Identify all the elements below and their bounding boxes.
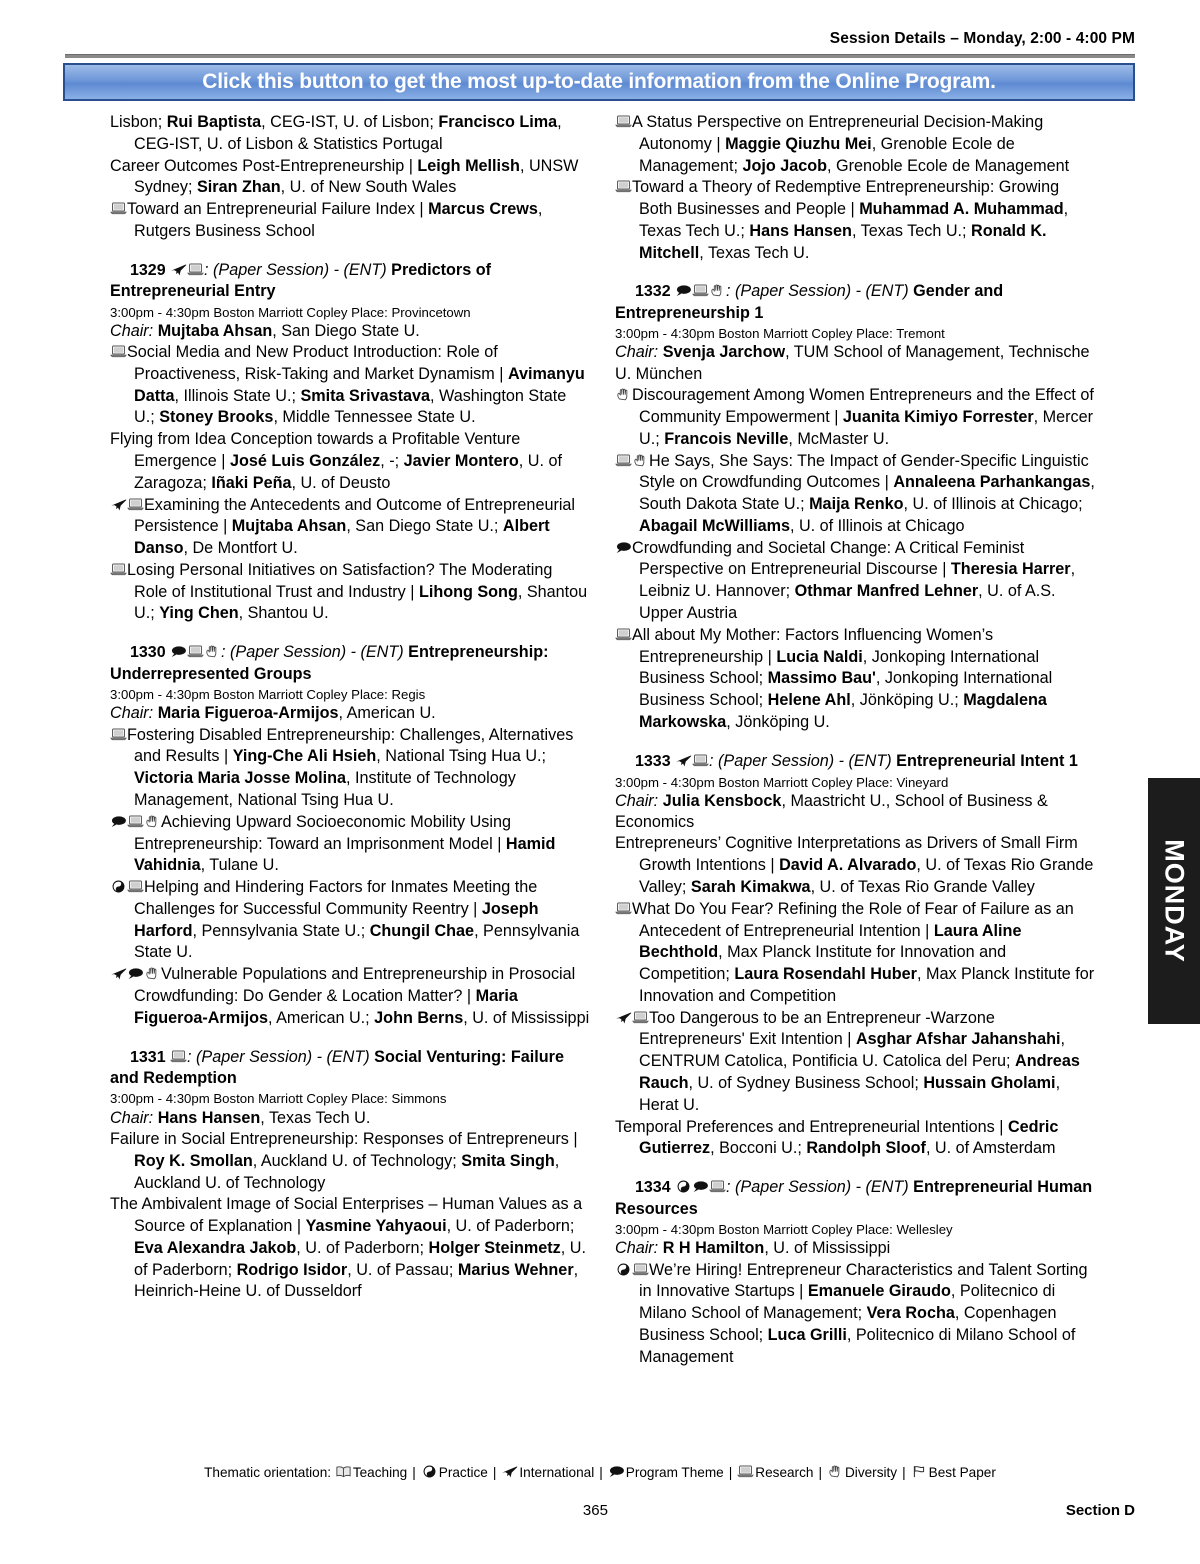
right-column — [615, 112, 1095, 1368]
laptop-icon — [615, 627, 632, 642]
session-papers — [615, 385, 1095, 734]
continued-paper-entry — [110, 156, 590, 200]
session-chair: Chair: R H Hamilton, U. of Mississippi — [615, 1239, 891, 1258]
paper-text: Toward an Entrepreneurial Failure Index | Marcus Crews, Rutgers Business School — [127, 200, 543, 240]
session-chair: Chair: Mujtaba Ahsan, San Diego State U. — [110, 321, 420, 340]
session-block — [110, 260, 590, 626]
session-block — [615, 751, 1095, 1160]
paper-text: Flying from Idea Conception towards a Profitable Venture Emergence | José Luis González, -; Javier Montero, U. of Zaragoza; Iñaki Peña, U. of Deusto — [110, 430, 562, 492]
yinyang-icon — [615, 1262, 632, 1277]
laptop-icon — [632, 1010, 649, 1025]
paper-text: Fostering Disabled Entrepreneurship: Challenges, Alternatives and Results | Ying-Che Ali Hsieh, National Tsing Hua U.; Victoria Maria Josse Molina, Institute of Technology Management, National Tsing Hua U. — [127, 725, 574, 809]
yinyang-icon — [110, 879, 127, 894]
session-type: : (Paper Session) - (ENT) — [726, 282, 914, 301]
laptop-icon — [615, 179, 632, 194]
session-heading — [615, 1177, 1095, 1220]
online-program-button-label: Click this button to get the most up-to-date information from the Online Program. — [202, 70, 996, 93]
paper-text: Lisbon; Rui Baptista, CEG-IST, U. of Lisbon; Francisco Lima, CEG-IST, U. of Lisbon & Statistics Portugal — [110, 113, 562, 153]
paper-entry — [110, 964, 590, 1029]
paper-text: Temporal Preferences and Entrepreneurial Intentions | Cedric Gutierrez, Bocconi U.; Randolph Sloof, U. of Amsterdam — [615, 1117, 1059, 1158]
hand-icon — [632, 453, 649, 468]
paper-entry — [110, 342, 590, 429]
session-papers — [110, 1129, 590, 1303]
paper-entry — [110, 1194, 590, 1303]
paper-text: Helping and Hindering Factors for Inmates Meeting the Challenges for Successful Community Reentry | Joseph Harford, Pennsylvania State U.; Chungil Chae, Pennsylvania State U. — [134, 878, 580, 962]
session-block — [615, 1177, 1095, 1368]
session-papers — [615, 1260, 1095, 1369]
paper-text: A Status Perspective on Entrepreneurial Decision-Making Autonomy | Maggie Qiuzhu Mei, Grenoble Ecole de Management; Jojo Jacob, Grenoble Ecole de Management — [632, 113, 1070, 175]
hand-icon — [827, 1464, 844, 1479]
yinyang-icon — [421, 1464, 438, 1479]
paper-text: All about My Mother: Factors Influencing Women’s Entrepreneurship | Lucia Naldi, Jonkoping International Business School; Massimo Bau', Jonkoping International Business School; Helene Ahl, Jönköping U.; Magdalena Markowska, Jönköping U. — [632, 625, 1053, 731]
page-footer — [65, 1502, 1135, 1519]
airplane-icon — [110, 497, 127, 512]
legend-prefix: Thematic orientation: — [204, 1465, 335, 1480]
laptop-icon — [110, 727, 127, 742]
session-time-location: 3:00pm - 4:30pm Boston Marriott Copley Place: Vineyard — [615, 774, 949, 790]
online-program-button[interactable] — [63, 63, 1135, 101]
session-heading — [110, 260, 590, 303]
paper-text: Failure in Social Entrepreneurship: Responses of Entrepreneurs | Roy K. Smollan, Auckland U. of Technology; Smita Singh, Auckland U. of Technology — [110, 1129, 578, 1192]
session-number: 1333 — [635, 752, 676, 770]
airplane-icon — [615, 1010, 632, 1025]
session-number: 1330 — [130, 644, 171, 662]
session-papers — [110, 725, 590, 1030]
paper-text: Examining the Antecedents and Outcome of Entrepreneurial Persistence | Mujtaba Ahsan, San Diego State U.; Albert Danso, De Montfort U. — [134, 495, 576, 558]
session-papers — [615, 833, 1095, 1160]
speech-bubble-icon — [692, 1179, 709, 1194]
continued-paper-entry — [110, 112, 590, 156]
session-chair: Chair: Maria Figueroa-Armijos, American U. — [110, 704, 436, 723]
legend-separator: | — [818, 1465, 822, 1480]
airplane-icon — [170, 262, 187, 277]
laptop-icon — [615, 114, 632, 129]
laptop-icon — [127, 814, 144, 829]
paper-text: Vulnerable Populations and Entrepreneurship in Prosocial Crowdfunding: Do Gender & Location Matter? | Maria Figueroa-Armijos, American U.; John Berns, U. of Mississippi — [134, 965, 590, 1027]
legend-item-label: Teaching — [352, 1465, 408, 1480]
paper-entry — [615, 385, 1095, 450]
session-title: Social Venturing: Failure and Redemption — [110, 1047, 564, 1088]
paper-entry — [110, 1129, 590, 1194]
airplane-icon — [675, 753, 692, 768]
session-number: 1334 — [635, 1179, 676, 1197]
paper-entry — [110, 812, 590, 877]
paper-text: Career Outcomes Post-Entrepreneurship | Leigh Mellish, UNSW Sydney; Siran Zhan, U. of New South Wales — [110, 156, 579, 197]
hand-icon — [144, 966, 161, 981]
legend-item-label: Research — [755, 1465, 814, 1480]
laptop-icon — [737, 1464, 754, 1479]
paper-entry — [110, 429, 590, 494]
laptop-icon — [127, 497, 144, 512]
paper-entry — [110, 725, 590, 812]
legend-item-label: Practice — [438, 1465, 488, 1480]
paper-text: Too Dangerous to be an Entrepreneur -Warzone Entrepreneurs' Exit Intention | Asghar Afshar Jahanshahi, CENTRUM Catolica, Pontificia U. Catolica del Peru; Andreas Rauch, U. of Sydney Business School; Hussain Gholami, Herat U. — [639, 1008, 1080, 1114]
paper-entry — [110, 495, 590, 560]
laptop-icon — [110, 344, 127, 359]
session-heading — [110, 642, 590, 685]
session-title: Gender and Entrepreneurship 1 — [615, 282, 1004, 323]
paper-text: Discouragement Among Women Entrepreneurs and the Effect of Community Empowerment | Juanita Kimiyo Forrester, Mercer U.; Francois Neville, McMaster U. — [632, 386, 1094, 448]
thematic-legend — [0, 1464, 1200, 1480]
paper-entry — [615, 538, 1095, 625]
session-title: Entrepreneurial Human Resources — [615, 1178, 1093, 1218]
paper-text: Crowdfunding and Societal Change: A Critical Feminist Perspective on Entrepreneurial Discourse | Theresia Harrer, Leibniz U. Hannover; Othmar Manfred Lehner, U. of A.S. Upper Austria — [632, 538, 1076, 623]
paper-entry — [615, 833, 1095, 898]
paper-text: Achieving Upward Socioeconomic Mobility Using Entrepreneurship: Toward an Imprisonment Model | Hamid Vahidnia, Tulane U. — [134, 812, 556, 875]
laptop-icon — [170, 1049, 187, 1064]
session-chair: Chair: Julia Kensbock, Maastricht U., School of Business & Economics — [615, 791, 1048, 832]
paper-entry — [110, 560, 590, 625]
paper-text: Toward a Theory of Redemptive Entrepreneurship: Growing Both Businesses and People | Muhammad A. Muhammad, Texas Tech U.; Hans Hansen, Texas Tech U.; Ronald K. Mitchell, Texas Tech U. — [632, 178, 1069, 262]
hand-icon — [709, 283, 726, 298]
session-title: Entrepreneurial Intent 1 — [896, 751, 1078, 770]
paper-text: Entrepreneurs’ Cognitive Interpretations as Drivers of Small Firm Growth Intentions | David A. Alvarado, U. of Texas Rio Grande Valley; Sarah Kimakwa, U. of Texas Rio Grande Valley — [615, 834, 1094, 896]
legend-separator: | — [599, 1465, 603, 1480]
laptop-icon — [615, 901, 632, 916]
session-number: 1331 — [130, 1048, 171, 1066]
laptop-icon — [692, 753, 709, 768]
content-columns — [110, 112, 1095, 1368]
paper-text: He Says, She Says: The Impact of Gender-Specific Linguistic Style on Crowdfunding Outcomes | Annaleena Parhankangas, South Dakota State U.; Maija Renko, U. of Illinois at Chicago; Abagail McWilliams, U. of Illinois at Chicago — [639, 451, 1095, 535]
session-number: 1329 — [130, 261, 171, 279]
session-block — [615, 281, 1095, 733]
day-tab-label: MONDAY — [1159, 839, 1190, 963]
speech-bubble-icon — [127, 966, 144, 981]
legend-item-label: International — [519, 1465, 595, 1480]
laptop-icon — [692, 283, 709, 298]
left-column — [110, 112, 590, 1368]
laptop-icon — [110, 201, 127, 216]
paper-text: Social Media and New Product Introduction: Role of Proactiveness, Risk-Taking and Market Dynamism | Avimanyu Datta, Illinois State U.; Smita Srivastava, Washington State U.; Stoney Brooks, Middle Tennessee State U. — [127, 343, 585, 427]
speech-bubble-icon — [675, 283, 692, 298]
session-block — [110, 642, 590, 1029]
session-heading — [615, 281, 1095, 324]
hand-icon — [204, 644, 221, 659]
session-time-location: 3:00pm - 4:30pm Boston Marriott Copley Place: Tremont — [615, 326, 945, 342]
legend-item-label: Best Paper — [928, 1465, 996, 1480]
paper-entry — [615, 1260, 1095, 1369]
flag-icon — [911, 1464, 928, 1479]
session-heading — [615, 751, 1095, 773]
continued-paper-entry — [110, 199, 590, 243]
paper-entry — [615, 1117, 1095, 1161]
book-icon — [335, 1464, 352, 1479]
header-rule — [65, 54, 1135, 58]
paper-entry — [615, 625, 1095, 734]
laptop-icon — [632, 1262, 649, 1277]
legend-item-label: Diversity — [844, 1465, 898, 1480]
paper-text: What Do You Fear? Refining the Role of Fear of Failure as an Antecedent of Entrepreneurial Intention | Laura Aline Bechthold, Max Planck Institute for Innovation and Competition; Laura Rosendahl Huber, Max Planck Institute for Innovation and Competition — [632, 899, 1095, 1005]
session-block — [110, 1047, 590, 1304]
legend-separator: | — [902, 1465, 906, 1480]
laptop-icon — [187, 644, 204, 659]
session-heading — [110, 1047, 590, 1090]
laptop-icon — [127, 879, 144, 894]
paper-text: We’re Hiring! Entrepreneur Characteristics and Talent Sorting in Innovative Startups | Emanuele Giraudo, Politecnico di Milano School of Management; Vera Rocha, Copenhagen Business School; Luca Grilli, Politecnico di Milano School of Management — [639, 1260, 1088, 1366]
airplane-icon — [110, 966, 127, 981]
session-type: : (Paper Session) - (ENT) — [187, 1047, 375, 1066]
laptop-icon — [187, 262, 204, 277]
continued-paper-entry — [615, 112, 1095, 177]
paper-text: Losing Personal Initiatives on Satisfaction? The Moderating Role of Institutional Trust and Industry | Lihong Song, Shantou U.; Ying Chen, Shantou U. — [127, 560, 588, 623]
session-number: 1332 — [635, 283, 676, 301]
legend-separator: | — [412, 1465, 416, 1480]
session-time-location: 3:00pm - 4:30pm Boston Marriott Copley Place: Simmons — [110, 1091, 447, 1107]
session-type: : (Paper Session) - (ENT) — [726, 1178, 914, 1197]
paper-entry — [615, 899, 1095, 1008]
session-papers — [110, 342, 590, 625]
section-label: Section D — [1065, 1502, 1135, 1519]
speech-bubble-icon — [615, 540, 632, 555]
session-title: Entrepreneurship: Underrepresented Groups — [110, 643, 549, 684]
hand-icon — [144, 814, 161, 829]
header-title: Session Details – Monday, 2:00 - 4:00 PM — [829, 30, 1135, 47]
page-header — [65, 30, 1135, 48]
legend-item-label: Program Theme — [625, 1465, 724, 1480]
paper-entry — [615, 451, 1095, 538]
session-time-location: 3:00pm - 4:30pm Boston Marriott Copley Place: Provincetown — [110, 304, 471, 320]
paper-entry — [615, 1008, 1095, 1117]
session-chair: Chair: Svenja Jarchow, TUM School of Management, Technische U. München — [615, 343, 1090, 383]
laptop-icon — [615, 453, 632, 468]
session-type: : (Paper Session) - (ENT) — [221, 643, 409, 662]
legend-separator: | — [492, 1465, 497, 1480]
speech-bubble-icon — [608, 1464, 625, 1479]
paper-entry — [110, 877, 590, 964]
session-title: Predictors of Entrepreneurial Entry — [110, 260, 492, 301]
continued-paper-entry — [615, 177, 1095, 264]
airplane-icon — [501, 1464, 518, 1479]
session-chair: Chair: Hans Hansen, Texas Tech U. — [110, 1108, 371, 1127]
session-time-location: 3:00pm - 4:30pm Boston Marriott Copley Place: Wellesley — [615, 1222, 953, 1238]
session-type: : (Paper Session) - (ENT) — [204, 260, 392, 279]
page-number: 365 — [582, 1502, 608, 1519]
paper-text: The Ambivalent Image of Social Enterprises – Human Values as a Source of Explanation | Yasmine Yahyaoui, U. of Paderborn; Eva Alexandra Jakob, U. of Paderborn; Holger Steinmetz, U. of Paderborn; Rodrigo Isidor, U. of Passau; Marius Wehner, Heinrich-Heine U. of Dusseldorf — [110, 1195, 586, 1301]
legend-separator: | — [728, 1465, 733, 1480]
session-time-location: 3:00pm - 4:30pm Boston Marriott Copley Place: Regis — [110, 687, 426, 703]
speech-bubble-icon — [170, 644, 187, 659]
yinyang-icon — [675, 1179, 692, 1194]
laptop-icon — [709, 1179, 726, 1194]
laptop-icon — [110, 562, 127, 577]
hand-icon — [615, 387, 632, 402]
speech-bubble-icon — [110, 814, 127, 829]
session-type: : (Paper Session) - (ENT) — [709, 751, 897, 770]
day-tab-monday[interactable] — [1148, 778, 1200, 1024]
